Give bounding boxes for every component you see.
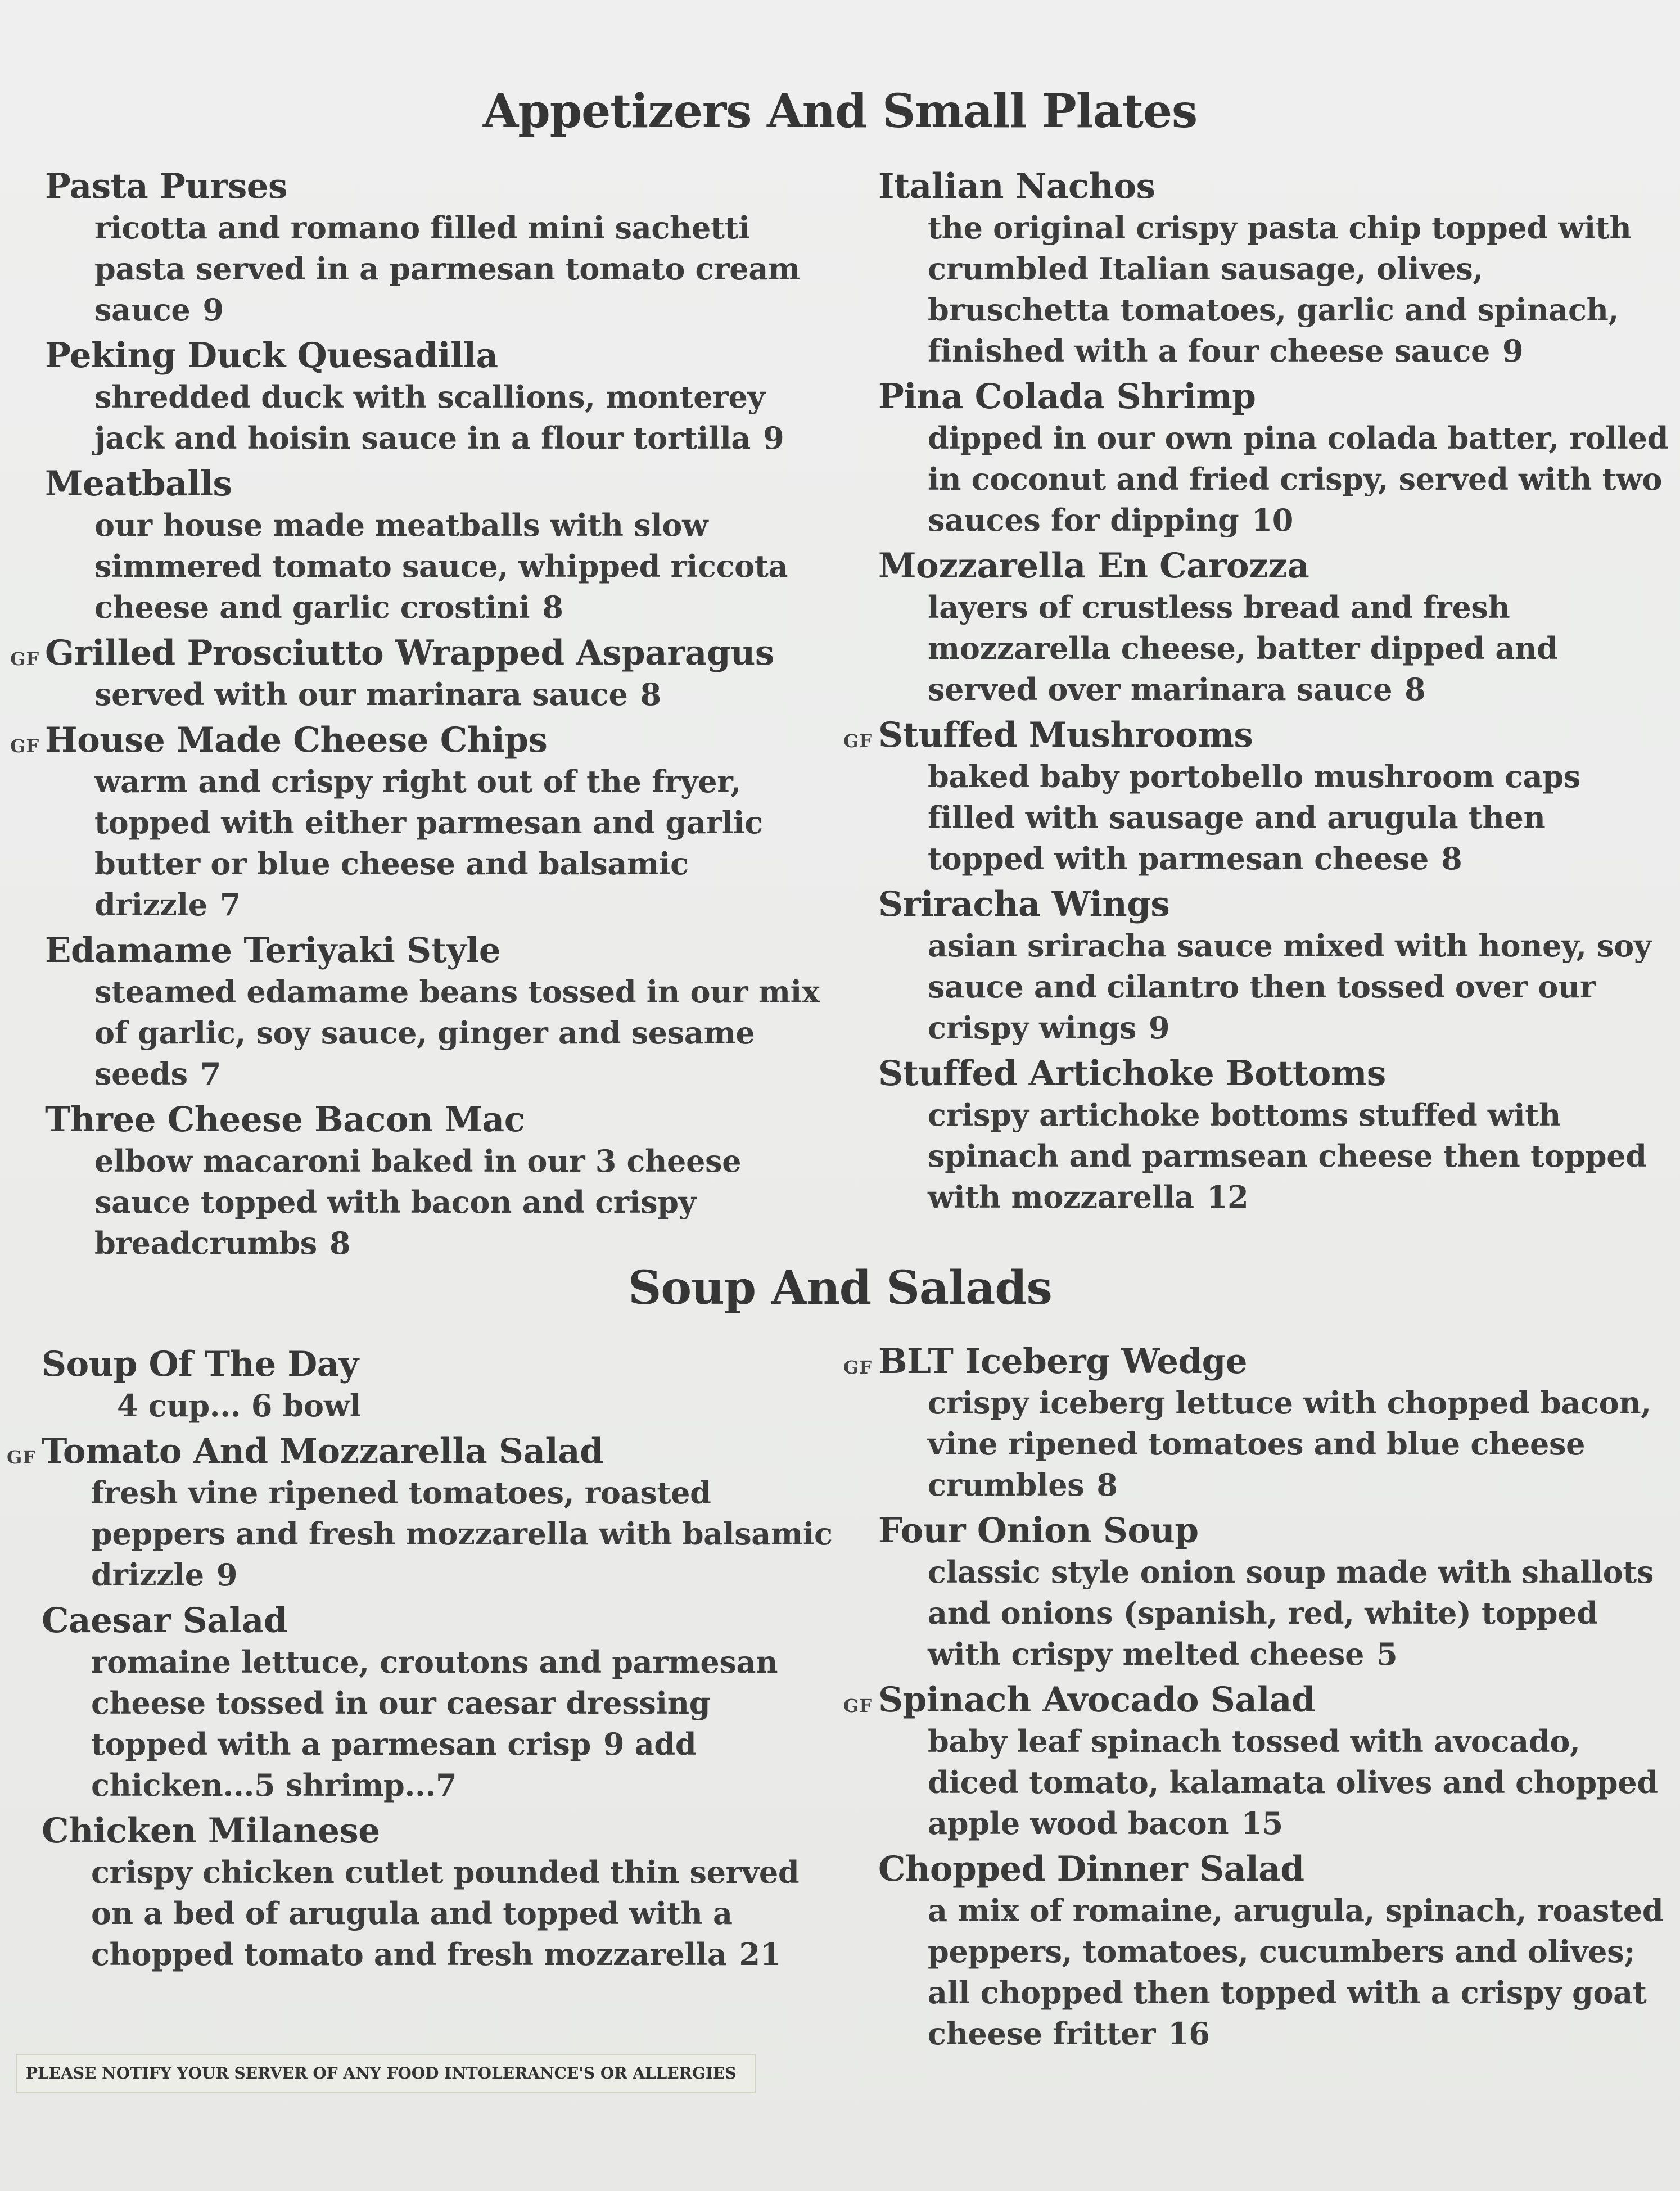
menu-item-description: asian sriracha sauce mixed with honey, soy sauce and cilantro then tossed over our crispy wings 9 bbox=[928, 928, 1652, 1046]
menu-item-description: romaine lettuce, croutons and parmesan cheese tossed in our caesar dressing topped with a parmesan crisp 9 add chicken...5 shrimp...7 bbox=[91, 1644, 778, 1803]
menu-item-price: 7 bbox=[200, 1056, 222, 1092]
appetizers-section-title: Appetizers And Small Plates bbox=[482, 84, 1198, 138]
menu-item-price: 7 bbox=[219, 887, 241, 923]
menu-item bbox=[45, 166, 849, 331]
menu-item-name: GF Spinach Avocado Salad bbox=[878, 1679, 1680, 1721]
menu-item-price: 9 bbox=[202, 292, 224, 328]
allergy-notice: PLEASE NOTIFY YOUR SERVER OF ANY FOOD INTOLERANCE'S OR ALLERGIES bbox=[16, 2054, 756, 2093]
menu-item bbox=[45, 463, 849, 628]
menu-item bbox=[7, 1431, 846, 1596]
menu-item-name: Pina Colada Shrimp bbox=[878, 377, 1256, 417]
menu-item-description: layers of crustless bread and fresh mozzarella cheese, batter dipped and served over marinara sauce 8 bbox=[928, 589, 1558, 707]
menu-item-description: classic style onion soup made with shallots and onions (spanish, red, white) topped with crispy melted cheese 5 bbox=[928, 1554, 1654, 1672]
gluten-free-badge: GF bbox=[10, 735, 40, 757]
menu-item bbox=[45, 1099, 849, 1264]
menu-item bbox=[45, 335, 849, 459]
menu-item-description: fresh vine ripened tomatoes, roasted peppers and fresh mozzarella with balsamic drizzle 9 bbox=[91, 1475, 833, 1593]
menu-item-name: Stuffed Artichoke Bottoms bbox=[878, 1054, 1386, 1094]
menu-item-name: Soup Of The Day bbox=[42, 1344, 359, 1384]
menu-item-price: 8 bbox=[1441, 841, 1462, 877]
menu-item-name: Peking Duck Quesadilla bbox=[45, 336, 498, 376]
menu-item-name: GF Stuffed Mushrooms bbox=[878, 715, 1680, 756]
menu-item-price: 5 bbox=[1376, 1636, 1398, 1672]
appetizers-right-column bbox=[843, 166, 1680, 1222]
menu-item-price: 8 bbox=[329, 1225, 351, 1261]
menu-item-price: 21 bbox=[739, 1936, 782, 1972]
menu-item-price: 9 bbox=[216, 1557, 238, 1593]
menu-item-description: dipped in our own pina colada batter, rolled in coconut and fried crispy, served with two sauces for dipping 10 bbox=[928, 420, 1669, 538]
menu-item-price: 8 bbox=[1096, 1467, 1118, 1503]
menu-item bbox=[10, 633, 849, 715]
menu-item-description: the original crispy pasta chip topped with crumbled Italian sausage, olives, bruschetta tomatoes, garlic and spinach, finished with a four cheese sauce 9 bbox=[928, 210, 1632, 369]
soups-section-title: Soup And Salads bbox=[628, 1261, 1052, 1315]
menu-item-description: elbow macaroni baked in our 3 cheese sauce topped with bacon and crispy breadcrumbs 8 bbox=[94, 1143, 742, 1261]
menu-item-description: baby leaf spinach tossed with avocado, diced tomato, kalamata olives and chopped apple wood bacon 15 bbox=[928, 1723, 1658, 1841]
menu-item-price: 8 bbox=[542, 589, 563, 625]
menu-item bbox=[878, 545, 1680, 710]
appetizers-left-column bbox=[10, 166, 849, 1268]
menu-item bbox=[878, 1053, 1680, 1218]
gluten-free-badge: GF bbox=[7, 1447, 37, 1468]
menu-item-name: Italian Nachos bbox=[878, 166, 1155, 206]
menu-item-description: crispy chicken cutlet pounded thin served on a bed of arugula and topped with a chopped tomato and fresh mozzarella 21 bbox=[91, 1854, 800, 1972]
menu-item-price: 9 bbox=[763, 420, 784, 456]
menu-item-price: 16 bbox=[1168, 2016, 1210, 2052]
menu-item bbox=[878, 1849, 1680, 2054]
menu-item bbox=[42, 1810, 846, 1975]
menu-item bbox=[878, 166, 1680, 372]
menu-item-name: Mozzarella En Carozza bbox=[878, 546, 1309, 586]
menu-item-price: 9 bbox=[1149, 1010, 1170, 1046]
soups-right-column bbox=[843, 1341, 1680, 2059]
menu-item-price: 9 bbox=[1502, 333, 1524, 369]
menu-item-description: shredded duck with scallions, monterey jack and hoisin sauce in a flour tortilla 9 bbox=[94, 379, 784, 456]
menu-item bbox=[878, 1510, 1680, 1675]
gluten-free-badge: GF bbox=[843, 1695, 873, 1716]
menu-item-name: GF House Made Cheese Chips bbox=[45, 720, 849, 761]
gluten-free-badge: GF bbox=[843, 730, 873, 752]
menu-item bbox=[878, 884, 1680, 1049]
menu-item bbox=[843, 1341, 1680, 1506]
menu-item-description: our house made meatballs with slow simmered tomato sauce, whipped riccota cheese and garlic crostini 8 bbox=[94, 507, 788, 625]
menu-item-price: 8 bbox=[640, 676, 661, 712]
menu-item-name: Chicken Milanese bbox=[42, 1811, 380, 1851]
menu-item-name: Meatballs bbox=[45, 464, 232, 504]
menu-item-description: 4 cup... 6 bowl bbox=[117, 1388, 362, 1424]
menu-item-price: 9 add chicken...5 shrimp...7 bbox=[91, 1726, 697, 1803]
menu-item bbox=[45, 930, 849, 1095]
menu-item bbox=[42, 1344, 846, 1426]
menu-item-name: Sriracha Wings bbox=[878, 884, 1170, 924]
menu-item-price: 8 bbox=[1404, 671, 1426, 707]
menu-item-name: GF Tomato And Mozzarella Salad bbox=[42, 1431, 846, 1472]
soups-left-column bbox=[7, 1344, 846, 1980]
menu-item-name: Three Cheese Bacon Mac bbox=[45, 1100, 525, 1140]
menu-item-description: served with our marinara sauce 8 bbox=[94, 676, 661, 712]
menu-item-name: Chopped Dinner Salad bbox=[878, 1849, 1304, 1889]
menu-item bbox=[10, 720, 849, 925]
menu-item-description: crispy iceberg lettuce with chopped bacon, vine ripened tomatoes and blue cheese crumbles 8 bbox=[928, 1385, 1651, 1503]
menu-item-name: Edamame Teriyaki Style bbox=[45, 930, 501, 970]
menu-item-name: GF Grilled Prosciutto Wrapped Asparagus bbox=[45, 633, 849, 674]
menu-item bbox=[42, 1600, 846, 1806]
menu-item-description: warm and crispy right out of the fryer, topped with either parmesan and garlic butter or blue cheese and balsamic drizzle 7 bbox=[94, 764, 763, 923]
menu-item-name: GF BLT Iceberg Wedge bbox=[878, 1341, 1680, 1383]
menu-item-description: baked baby portobello mushroom caps filled with sausage and arugula then topped with parmesan cheese 8 bbox=[928, 758, 1580, 877]
menu-item bbox=[843, 1679, 1680, 1844]
gluten-free-badge: GF bbox=[843, 1357, 873, 1378]
gluten-free-badge: GF bbox=[10, 648, 40, 670]
menu-item bbox=[843, 715, 1680, 879]
menu-item-name: Four Onion Soup bbox=[878, 1511, 1199, 1551]
menu-item-name: Caesar Salad bbox=[42, 1601, 288, 1641]
menu-item-price: 10 bbox=[1251, 502, 1294, 538]
menu-item-description: crispy artichoke bottoms stuffed with spinach and parmsean cheese then topped with mozzarella 12 bbox=[928, 1097, 1647, 1215]
menu-item-description: ricotta and romano filled mini sachetti pasta served in a parmesan tomato cream sauce 9 bbox=[94, 210, 800, 328]
menu-item-description: steamed edamame beans tossed in our mix of garlic, soy sauce, ginger and sesame seeds 7 bbox=[94, 974, 820, 1092]
menu-item-name: Pasta Purses bbox=[45, 166, 287, 206]
menu-item-price: 15 bbox=[1241, 1805, 1283, 1841]
menu-item bbox=[878, 376, 1680, 541]
menu-item-description: a mix of romaine, arugula, spinach, roasted peppers, tomatoes, cucumbers and olives; all chopped then topped with a crispy goat cheese fritter 16 bbox=[928, 1892, 1664, 2052]
menu-item-price: 12 bbox=[1206, 1179, 1249, 1215]
